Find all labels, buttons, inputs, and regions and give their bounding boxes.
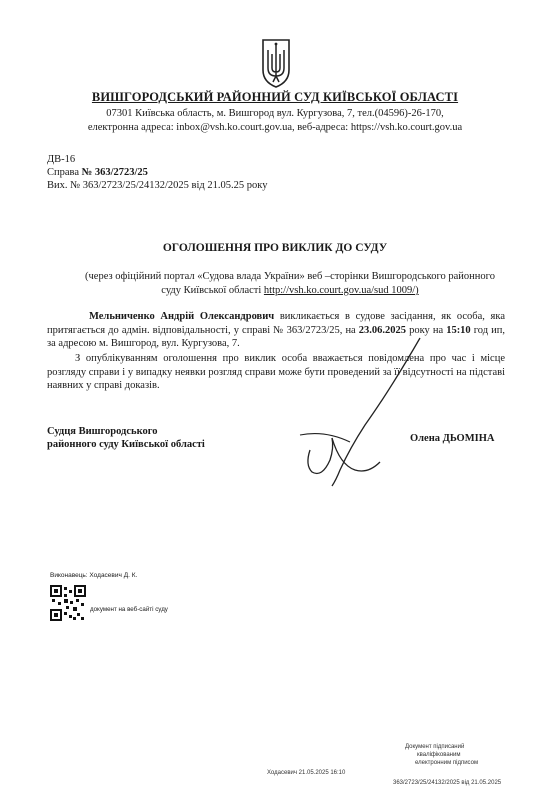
qr-code-icon[interactable] bbox=[50, 585, 86, 621]
stamp-line: Ходасевич 21.05.2025 16:10 bbox=[267, 770, 346, 776]
hearing-time: 15:10 bbox=[446, 324, 471, 336]
summons-text: викликається в судове засідання, як особа, яка притягається до адмін. відповідальності, у справі № 363/2723/25, на bbox=[47, 311, 505, 336]
subtitle-text: (через офіційний портал «Судова влада України» веб –сторінки Вишгородського районного суду Київської області bbox=[85, 271, 495, 296]
court-name: ВИШГОРОДСЬКИЙ РАЙОННИЙ СУД КИЇВСЬКОЇ ОБЛАСТІ bbox=[91, 90, 459, 104]
form-code: ДВ-16 bbox=[47, 154, 76, 165]
outgoing-number: Вих. № 363/2723/25/24132/2025 від 21.05.25 року bbox=[47, 180, 268, 191]
stamp-line: Документ підписаний bbox=[405, 744, 465, 750]
electronic-signature-stamp bbox=[265, 740, 550, 800]
stamp-line: 363/2723/25/24132/2025 від 21.05.2025 bbox=[393, 780, 502, 786]
handwritten-signature bbox=[270, 330, 440, 490]
case-number: № 363/2723/25 bbox=[81, 167, 148, 178]
judge-title-line1: Судця Вишгородського bbox=[47, 426, 158, 437]
notice-title: ОГОЛОШЕННЯ ПРО ВИКЛИК ДО СУДУ bbox=[162, 242, 388, 254]
stamp-line: електронним підписом bbox=[415, 760, 479, 766]
notice-subtitle bbox=[80, 270, 500, 298]
coat-of-arms-icon bbox=[262, 38, 290, 88]
case-line bbox=[47, 166, 148, 179]
executor-label: Виконавець: Ходасевич Д. К. bbox=[50, 572, 138, 579]
notification-paragraph: З опублікуванням оголошення про виклик особа вважається повідомлена про час і місце розгляду справи і у випадку неявки розгляд справи може бути проведений за її відсутності на підставі наявних у справі доказів. bbox=[47, 353, 505, 391]
case-label: Справа bbox=[47, 167, 80, 178]
summons-text-3: год ип, за адресою м. Вишгород, вул. Кургузова, 7. bbox=[47, 324, 505, 349]
judge-name: Олена ДЬОМІНА bbox=[410, 433, 495, 444]
court-address: 07301 Київська область, м. Вишгород вул. Кургузова, 7, тел.(04596)-26-170, bbox=[106, 108, 444, 119]
stamp-line: кваліфікованим bbox=[417, 752, 461, 758]
hearing-date: 23.06.2025 bbox=[358, 324, 407, 336]
summons-text-2: року на bbox=[406, 324, 447, 336]
court-contacts: електронна адреса: inbox@vsh.ko.court.gov.ua, веб-адреса: https://vsh.ko.court.gov.ua bbox=[87, 122, 463, 133]
defendant-name: Мельниченко Андрій Олександрович bbox=[89, 311, 275, 322]
court-portal-link[interactable]: http://vsh.ko.court.gov.ua/sud 1009/) bbox=[263, 285, 419, 296]
qr-caption: документ на веб-сайті суду bbox=[90, 606, 168, 613]
judge-title-line2: районного суду Київської області bbox=[47, 439, 205, 450]
judge-title bbox=[47, 425, 205, 451]
